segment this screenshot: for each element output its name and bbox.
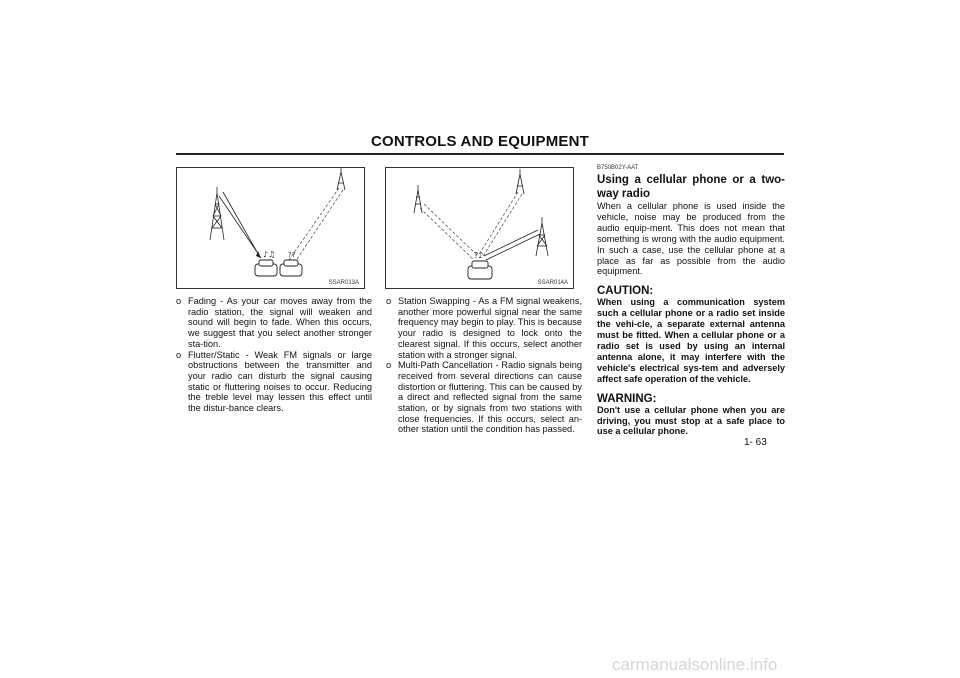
list-item [386,296,582,360]
tower-icon [210,187,224,240]
bullet-text: Multi-Path Cancellation - Radio signals being received from several directions can cause distortion or fluttering. This can be caused by a direct and reflected signal from the same station, or by signals from two stations with close frequencies. If this occurs, select an-other station until the condition has passed. [398,360,582,435]
svg-text:??: ?? [288,251,296,259]
bullet-text: Flutter/Static - Weak FM signals or large obstructions between the transmitter and your radio can disturb the signal causing static or fluttering noises to occur. Reducing the treble level may lessen this effect until the distur-bance clears. [188,349,372,414]
header-rule [176,153,784,155]
fading-illustration [177,168,364,288]
svg-text:♪♫: ♪♫ [263,250,276,259]
page-number: 1- 63 [744,437,767,448]
figure-station-swapping [385,167,574,289]
warning-label: WARNING: [597,392,657,405]
bullet-marker: o [386,360,392,371]
tower-icon [536,217,548,256]
music-note-icon [474,251,483,260]
left-column [176,296,372,414]
car-icon [255,260,277,276]
car-icon [468,261,492,279]
middle-column [386,296,582,435]
section-body: When a cellular phone is used inside the vehicle, noise may be produced from the audio equip-ment. This does not mean that something is wrong with the audio equipment. In such a case, use the cellular phone at a place as far as possible from the audio equipment. [597,201,785,277]
section-code: B750B02Y-AAT [597,165,639,171]
figure-caption: SSAR014A [537,280,568,286]
svg-text:?♪: ?♪ [474,251,484,260]
bullet-marker: o [176,296,182,306]
tower-icon [516,169,524,194]
watermark: carmanualsonline.info [612,655,778,674]
list-item [176,350,372,414]
multipath-illustration [386,168,573,288]
list-item [386,360,582,435]
bullet-text: Fading - As your car moves away from the radio station, the signal will weaken and sound will begin to fade. When this occurs, we suggest that you select another stronger sta-tion. [188,296,372,349]
car-icon [280,260,302,276]
bullet-marker: o [386,296,392,306]
caution-label: CAUTION: [597,285,654,298]
right-column [597,165,785,437]
section-title: Using a cellular phone or a two-way radio [597,174,785,200]
caution-text: When using a communication system such a cellular phone or a radio set inside the vehi-cle, a separate external antenna must be fitted. When a cellular phone or a radio set is used by using an internal antenna alone, it may interfere with the vehicle's electrical sys-tem and adversely affect safe operation of the vehicle. [597,297,785,384]
figure-fading [176,167,365,289]
warning-text: Don't use a cellular phone when you are driving, you must stop at a safe place to use a cellular phone. [597,404,785,437]
bullet-text: Station Swapping - As a FM signal weakens, another more powerful signal near the same frequency may begin to play. This is because your radio is designed to lock onto the clearest signal. If this occurs, select another station with a stronger signal. [398,296,582,360]
bullet-marker: o [176,349,182,360]
figure-caption: SSAR013A [328,280,359,286]
music-note-icon [263,250,296,259]
tower-icon [337,168,345,190]
list-item [176,296,372,350]
page-header: CONTROLS AND EQUIPMENT [370,133,589,150]
